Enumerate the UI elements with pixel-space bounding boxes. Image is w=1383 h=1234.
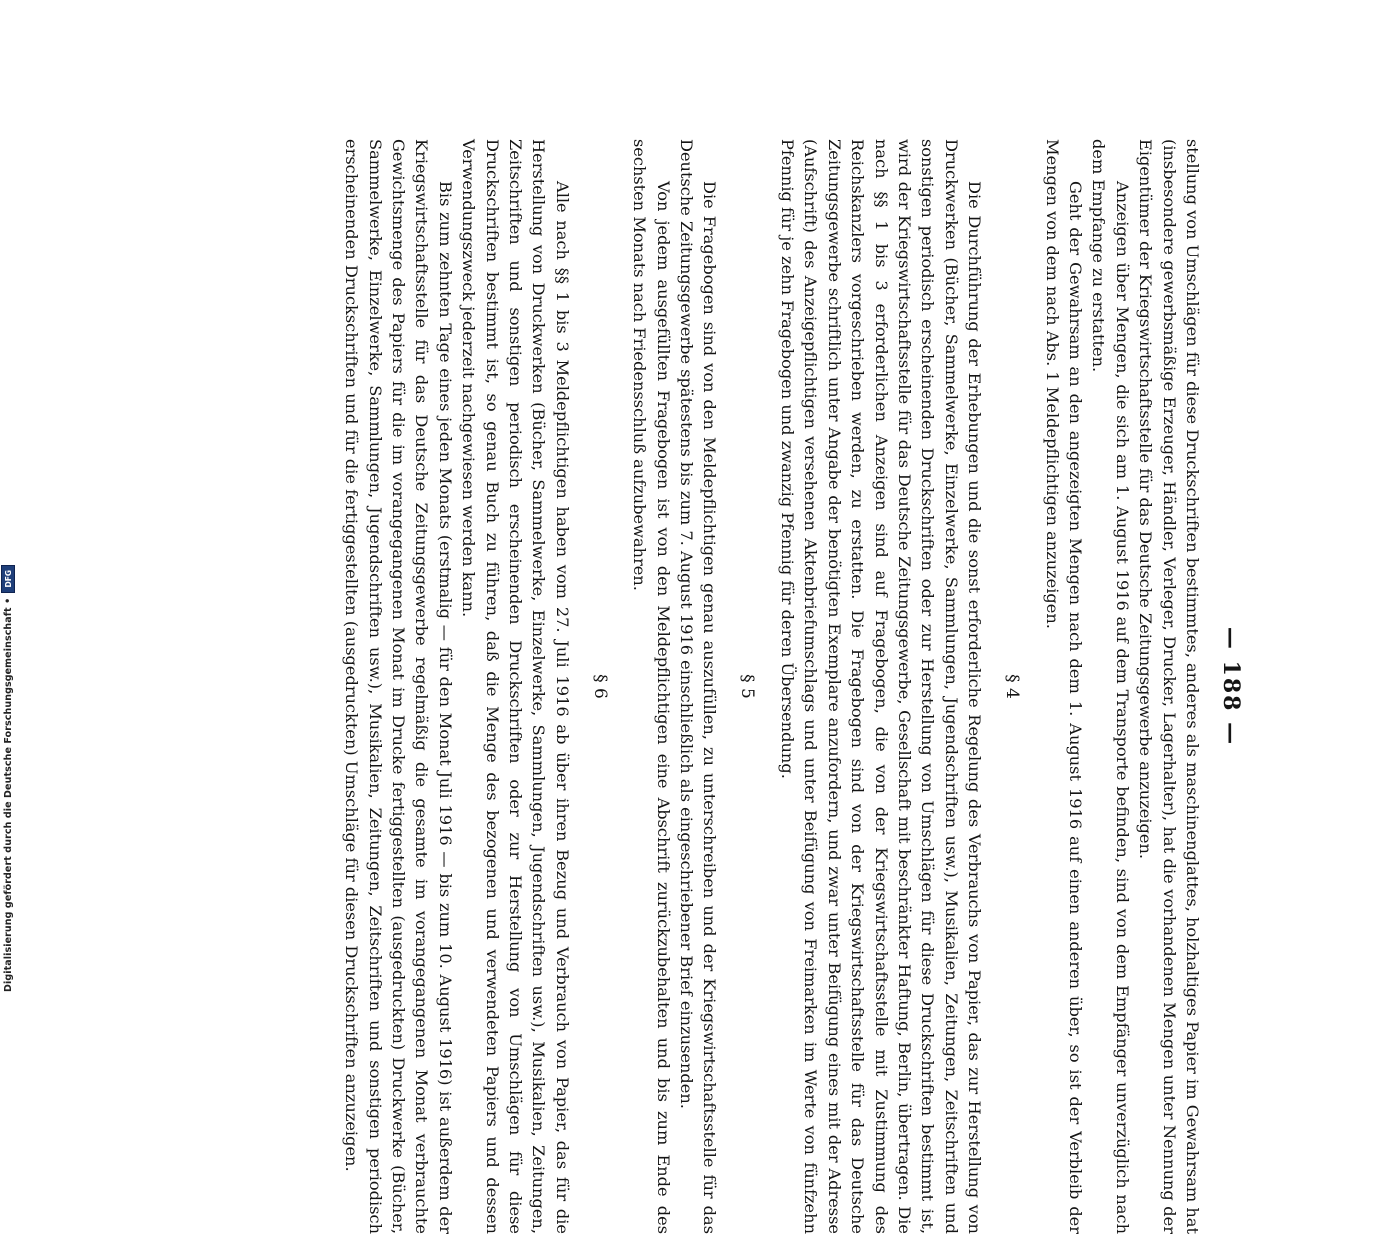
- section-heading: § 5: [737, 674, 758, 699]
- text-block: [340, 139, 612, 1234]
- document-body: [340, 139, 1204, 1234]
- paragraph: Die Durchführung der Erhebungen und die sonst erforderliche Regelung des Verbrauchs von Papier, das zur Herstellung von Druckwerken (Bücher, Sammelwerke, Einzelwerke, Sammlungen, Jugendschriften usw.), Musikalien, Zeitungen, Zeitschriften und sonstigen periodisch erscheinenden Druckschriften oder zur Herstellung von Umschlägen für diese Druckschriften bestimmt ist, wird der Kriegswirtschaftsstelle für das Deutsche Zeitungsgewerbe, Gesellschaft mit beschränkter Haftung, Berlin, übertragen. Die nach §§ 1 bis 3 erforderlichen Anzeigen sind auf Fragebogen, die von der Kriegswirtschaftsstelle mit Zustimmung des Reichskanzlers vorgeschrieben werden, zu erstatten. Die Fragebogen sind von der Kriegswirtschaftsstelle für das Deutsche Zeitungsgewerbe schriftlich unter Angabe der benötigten Exemplare anzufordern, und zwar unter Beifügung eines mit der Adresse (Aufschrift) des Anzeigepflichtigen versehenen Aktenbriefumschlags und unter Beifügung von Freimarken im Werte von fünfzehn Pfennig für je zehn Fragebogen und zwanzig Pfennig für deren Übersendung.: [777, 139, 985, 1234]
- text-block: [1040, 139, 1204, 1234]
- paragraph: Von jedem ausgefüllten Fragebogen ist von den Meldepflichtigen eine Abschrift zurückzubehalten und bis zum Ende des sechsten Monats nach Friedensschluß aufzubewahren.: [630, 139, 673, 1234]
- paragraph: Bis zum zehnten Tage eines jeden Monats (erstmalig — für den Monat Juli 1916 — bis zum 10. August 1916) ist außerdem der Kriegswirtschaftsstelle für das Deutsche Zeitungsgewerbe regelmäßig die gesamte im vorangegangenen Monat verbrauchte Gewichtsmenge des Papiers für die im vorangegangenen Monat im Drucke fertiggestellten (ausgedruckten) Druckwerke (Bücher, Sammelwerke, Einzelwerke, Sammlungen, Jugendschriften usw.), Musikalien, Zeitungen, Zeitschriften und sonstigen periodisch erscheinenden Druckschriften und für die fertiggestellten (ausgedruckten) Umschläge für diesen Druckschriften anzuzeigen.: [342, 139, 455, 1234]
- section-heading: § 4: [1002, 674, 1023, 699]
- rotated-page: [141, 139, 1244, 1234]
- paragraph: Geht der Gewahrsam an den angezeigten Mengen nach dem 1. August 1916 auf einen anderen über, so ist der Verbleib der Mengen von dem nach Abs. 1 Meldepflichtigen anzuzeigen.: [1042, 139, 1085, 1234]
- paragraph: Alle nach §§ 1 bis 3 Meldepflichtigen haben vom 27. Juli 1916 ab über ihren Bezug und Verbrauch von Papier, das für die Herstellung von Druckwerken (Bücher, Sammelwerke, Einzelwerke, Sammlungen, Jugendschriften usw.), Musikalien, Zeitungen, Zeitschriften und sonstigen periodisch erscheinenden Druckschriften oder zur Herstellung von Umschlägen für diese Druckschriften bestimmt ist, so genau Buch zu führen, daß die Menge des bezogenen und verwendeten Papiers und dessen Verwendungszweck jederzeit nachgewiesen werden kann.: [459, 139, 572, 1234]
- text-block: [628, 139, 760, 1234]
- paragraph: Die Fragebogen sind von den Meldepflichtigen genau auszufüllen, zu unterschreiben und der Kriegswirtschaftsstelle für das Deutsche Zeitungsgewerbe spätestens bis zum 7. August 1916 einschließlich als eingeschriebener Brief einzusenden.: [677, 139, 720, 1234]
- paragraph: Anzeigen über Mengen, die sich am 1. August 1916 auf dem Transporte befinden, sind von dem Empfänger unverzüglich nach dem Empfange zu erstatten.: [1089, 139, 1132, 1234]
- section-heading: § 6: [589, 674, 610, 699]
- dfg-logo: DFG: [1, 565, 15, 593]
- paragraph: stellung von Umschlägen für diese Druckschriften bestimmtes, anderes als maschinenglattes, holzhaltiges Papier im Gewahrsam hat (insbesondere gewerbsmäßige Erzeuger, Händler, Verleger, Drucker, Lagerhalter), hat die vorhandenen Mengen unter Nennung der Eigentümer der Kriegswirtschaftsstelle für das Deutsche Zeitungsgewerbe anzuzeigen.: [1136, 139, 1202, 1234]
- page-number-header: — 188 —: [1218, 626, 1244, 747]
- credit-text: Digitalisierung gefördert durch die Deutsche Forschungsgemeinschaft •: [2, 597, 14, 992]
- digitization-credit: [0, 0, 16, 1000]
- text-block: [776, 139, 1025, 1234]
